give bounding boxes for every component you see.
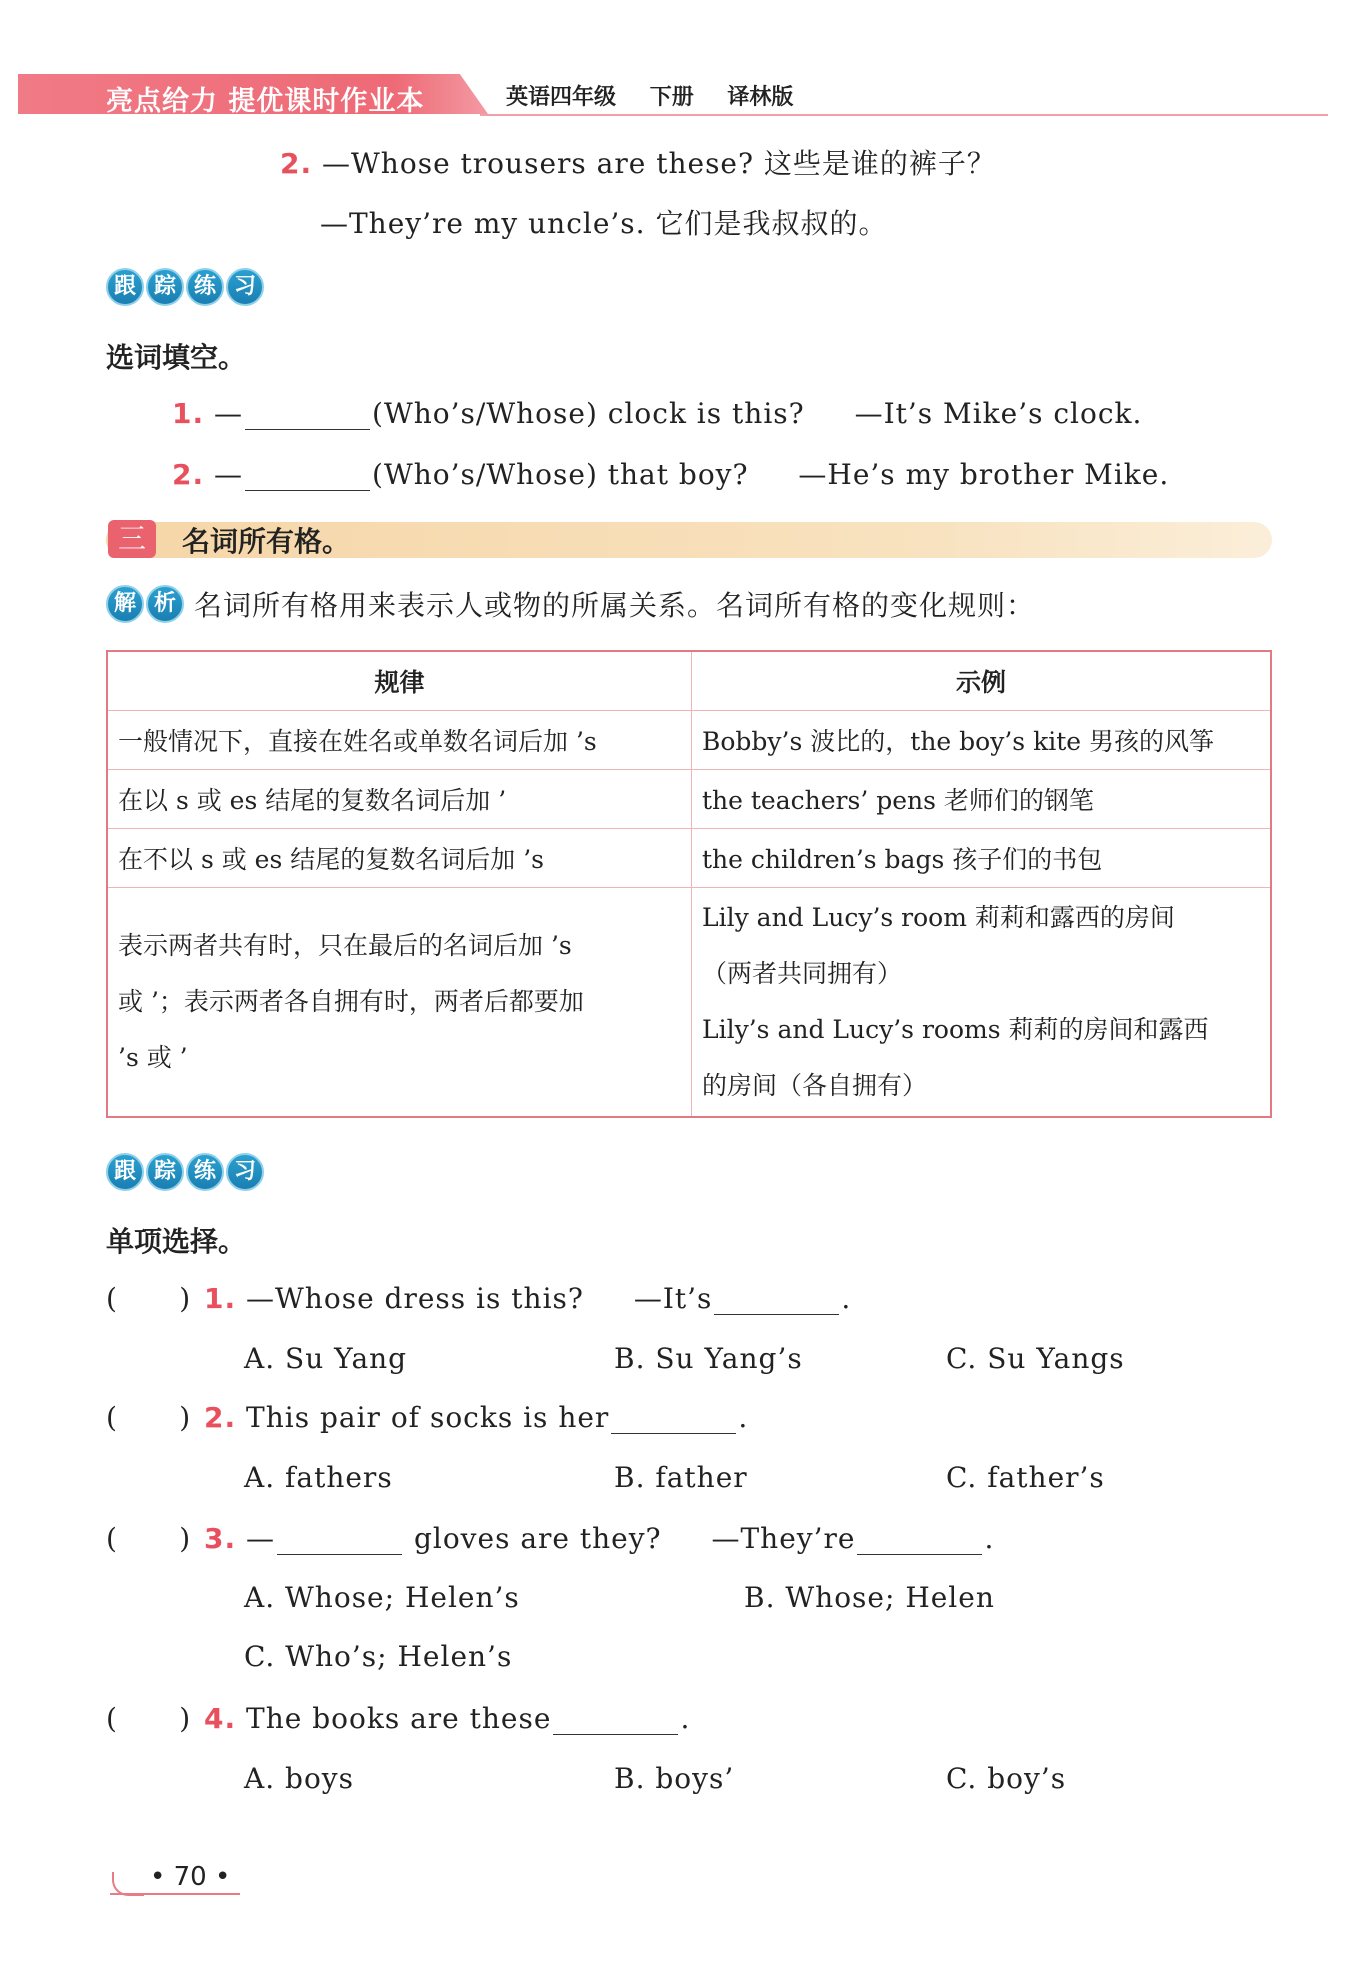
book-info — [506, 80, 819, 111]
rule-cell: 在以 s 或 es 结尾的复数名词后加 ’ — [107, 770, 692, 829]
question-3: 3. — gloves are they? —They’re . — [204, 1522, 995, 1555]
answer-blank[interactable] — [245, 464, 370, 491]
example-answer: —They’re my uncle’s. 它们是我叔叔的。 — [320, 207, 888, 240]
analysis-line — [106, 584, 1035, 624]
answer-paren[interactable]: ( ) — [106, 1522, 191, 1555]
question-1: 1. —Whose dress is this? —It’s . — [204, 1282, 852, 1315]
option-c[interactable]: C. boy’s — [946, 1762, 1067, 1795]
section-number: 三 — [108, 520, 156, 558]
subject: 英语四年级 — [506, 85, 617, 110]
table-header: 示例 — [692, 651, 1272, 711]
edition: 译林版 — [727, 85, 794, 110]
answer-paren[interactable]: ( ) — [106, 1401, 191, 1434]
table-row — [107, 711, 1271, 770]
table-row — [107, 888, 1271, 1118]
option-c[interactable]: C. Su Yangs — [946, 1342, 1125, 1375]
book-title: 亮点给力 提优课时作业本 — [106, 86, 425, 117]
answer-paren[interactable]: ( ) — [106, 1702, 191, 1735]
option-c[interactable]: C. father’s — [946, 1461, 1105, 1494]
practice-badge: 跟 踪 练 习 — [106, 268, 264, 306]
table-row — [107, 770, 1271, 829]
section-title: 名词所有格。 — [182, 525, 351, 558]
header-divider — [480, 114, 1328, 116]
practice-badge: 跟 踪 练 习 — [106, 1153, 264, 1191]
table-header-row — [107, 651, 1271, 711]
option-b[interactable]: B. boys’ — [614, 1762, 735, 1795]
analysis-text: 名词所有格用来表示人或物的所属关系。名词所有格的变化规则： — [194, 589, 1036, 622]
example-question: 2. —Whose trousers are these? 这些是谁的裤子？ — [280, 147, 996, 180]
analysis-badge: 解 析 — [106, 585, 184, 623]
option-a[interactable]: A. fathers — [244, 1461, 393, 1494]
fill-item-2: 2. — (Who’s/Whose) that boy? —He’s my brother Mike. — [172, 458, 1170, 491]
answer-blank[interactable] — [611, 1407, 736, 1434]
volume: 下册 — [649, 85, 694, 110]
option-a[interactable]: A. boys — [244, 1762, 354, 1795]
answer-paren[interactable]: ( ) — [106, 1282, 191, 1315]
option-b[interactable]: B. Su Yang’s — [614, 1342, 803, 1375]
example-cell: the children’s bags 孩子们的书包 — [692, 829, 1272, 888]
answer-blank[interactable] — [714, 1288, 839, 1315]
page-number: • 70 • — [150, 1862, 231, 1892]
rule-cell: 表示两者共有时，只在最后的名词后加 ’s 或 ’；表示两者各自拥有时，两者后都要加 ’s 或 ’ — [107, 888, 692, 1118]
question-2: 2. This pair of socks is her . — [204, 1401, 749, 1434]
option-b[interactable]: B. Whose; Helen — [744, 1581, 995, 1614]
answer-blank[interactable] — [857, 1528, 982, 1555]
example-cell: the teachers’ pens 老师们的钢笔 — [692, 770, 1272, 829]
instruction-fill: 选词填空。 — [106, 341, 247, 374]
table-header: 规律 — [107, 651, 692, 711]
option-a[interactable]: A. Su Yang — [244, 1342, 408, 1375]
fill-item-1: 1. — (Who’s/Whose) clock is this? —It’s Mike’s clock. — [172, 397, 1143, 430]
option-a[interactable]: A. Whose; Helen’s — [244, 1581, 520, 1614]
option-b[interactable]: B. father — [614, 1461, 748, 1494]
answer-blank[interactable] — [245, 403, 370, 430]
rules-table — [106, 650, 1272, 1118]
instruction-choice: 单项选择。 — [106, 1225, 247, 1258]
table-row — [107, 829, 1271, 888]
rule-cell: 在不以 s 或 es 结尾的复数名词后加 ’s — [107, 829, 692, 888]
example-cell: Lily and Lucy’s room 莉莉和露西的房间 （两者共同拥有） Lily’s and Lucy’s rooms 莉莉的房间和露西 的房间（各自拥有） — [692, 888, 1272, 1118]
page-underline — [110, 1893, 240, 1895]
answer-blank[interactable] — [553, 1708, 678, 1735]
rule-cell: 一般情况下，直接在姓名或单数名词后加 ’s — [107, 711, 692, 770]
option-c[interactable]: C. Who’s; Helen’s — [244, 1640, 513, 1673]
answer-blank[interactable] — [277, 1528, 402, 1555]
question-4: 4. The books are these . — [204, 1702, 691, 1735]
example-cell: Bobby’s 波比的，the boy’s kite 男孩的风筝 — [692, 711, 1272, 770]
